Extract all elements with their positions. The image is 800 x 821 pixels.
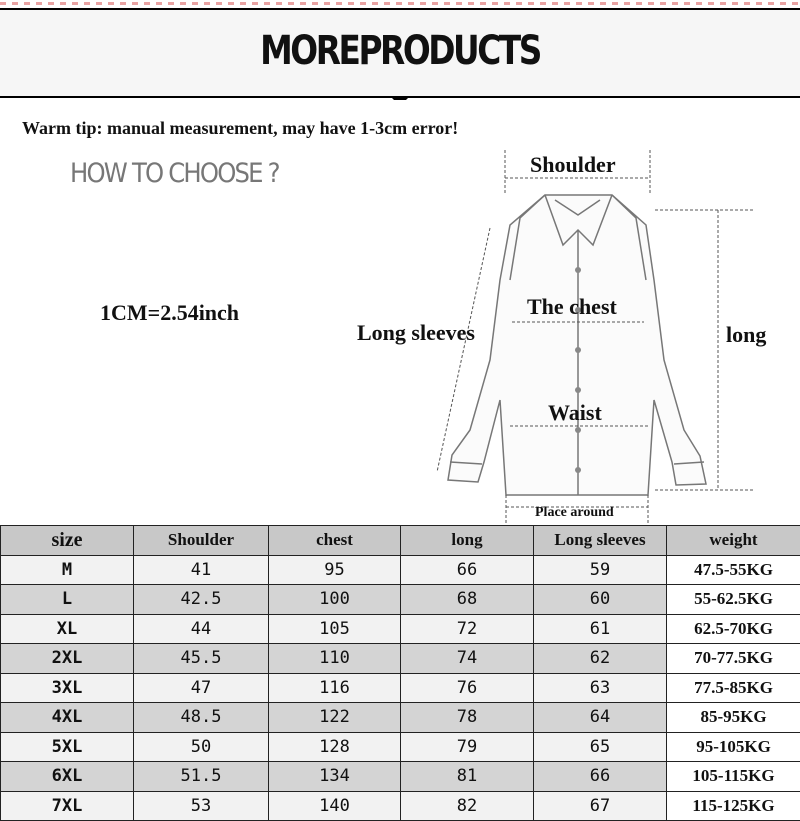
cell-weight: 62.5-70KG bbox=[667, 614, 800, 644]
cell-long-sleeves: 63 bbox=[534, 673, 667, 703]
cell-long-sleeves: 67 bbox=[534, 791, 667, 821]
table-row bbox=[1, 614, 800, 644]
cell-long: 72 bbox=[401, 614, 534, 644]
cell-long-sleeves: 66 bbox=[534, 762, 667, 792]
label-long: long bbox=[726, 322, 766, 348]
cell-long: 66 bbox=[401, 555, 534, 585]
cell-size: 4XL bbox=[1, 703, 134, 733]
cell-size: 2XL bbox=[1, 644, 134, 674]
cell-weight: 85-95KG bbox=[667, 703, 800, 733]
cell-weight: 47.5-55KG bbox=[667, 555, 800, 585]
cell-shoulder: 48.5 bbox=[134, 703, 269, 733]
banner-title: MOREPRODUCTS bbox=[72, 28, 728, 74]
cell-weight: 55-62.5KG bbox=[667, 585, 800, 615]
cell-shoulder: 53 bbox=[134, 791, 269, 821]
label-long-sleeves: Long sleeves bbox=[357, 320, 475, 346]
cell-size: 6XL bbox=[1, 762, 134, 792]
table-row bbox=[1, 791, 800, 821]
table-row bbox=[1, 585, 800, 615]
cell-size: 7XL bbox=[1, 791, 134, 821]
cell-size: M bbox=[1, 555, 134, 585]
table-row bbox=[1, 555, 800, 585]
header-chest: chest bbox=[269, 526, 401, 556]
cell-chest: 95 bbox=[269, 555, 401, 585]
cell-weight: 77.5-85KG bbox=[667, 673, 800, 703]
unit-conversion: 1CM=2.54inch bbox=[100, 300, 239, 326]
header-size: size bbox=[1, 526, 134, 556]
cell-shoulder: 44 bbox=[134, 614, 269, 644]
cell-chest: 110 bbox=[269, 644, 401, 674]
table-row bbox=[1, 644, 800, 674]
header-banner bbox=[0, 8, 800, 98]
measurement-info bbox=[0, 100, 800, 525]
cell-long-sleeves: 59 bbox=[534, 555, 667, 585]
cell-shoulder: 45.5 bbox=[134, 644, 269, 674]
header-long: long bbox=[401, 526, 534, 556]
header-shoulder: Shoulder bbox=[134, 526, 269, 556]
cell-long: 76 bbox=[401, 673, 534, 703]
cell-long-sleeves: 64 bbox=[534, 703, 667, 733]
table-row bbox=[1, 732, 800, 762]
shirt-outline bbox=[448, 195, 706, 495]
cell-long: 68 bbox=[401, 585, 534, 615]
cell-shoulder: 42.5 bbox=[134, 585, 269, 615]
cell-size: L bbox=[1, 585, 134, 615]
cell-long: 78 bbox=[401, 703, 534, 733]
table-row bbox=[1, 673, 800, 703]
cell-weight: 70-77.5KG bbox=[667, 644, 800, 674]
table-row bbox=[1, 703, 800, 733]
cell-chest: 134 bbox=[269, 762, 401, 792]
header-long-sleeves: Long sleeves bbox=[534, 526, 667, 556]
cell-long: 74 bbox=[401, 644, 534, 674]
table-row bbox=[1, 762, 800, 792]
size-chart-table bbox=[0, 525, 800, 821]
label-chest: The chest bbox=[527, 294, 617, 320]
cell-shoulder: 47 bbox=[134, 673, 269, 703]
cell-shoulder: 50 bbox=[134, 732, 269, 762]
cell-long: 82 bbox=[401, 791, 534, 821]
top-dashed-border bbox=[0, 0, 800, 6]
cell-chest: 122 bbox=[269, 703, 401, 733]
cell-long-sleeves: 65 bbox=[534, 732, 667, 762]
cell-shoulder: 51.5 bbox=[134, 762, 269, 792]
cell-size: XL bbox=[1, 614, 134, 644]
cell-weight: 105-115KG bbox=[667, 762, 800, 792]
label-waist: Waist bbox=[548, 400, 602, 426]
cell-size: 5XL bbox=[1, 732, 134, 762]
cell-shoulder: 41 bbox=[134, 555, 269, 585]
cell-long-sleeves: 62 bbox=[534, 644, 667, 674]
warm-tip: Warm tip: manual measurement, may have 1-3cm error! bbox=[22, 118, 458, 139]
shirt-diagram bbox=[0, 100, 800, 525]
cell-weight: 115-125KG bbox=[667, 791, 800, 821]
cell-long: 79 bbox=[401, 732, 534, 762]
cell-chest: 128 bbox=[269, 732, 401, 762]
header-weight: weight bbox=[667, 526, 800, 556]
cell-chest: 116 bbox=[269, 673, 401, 703]
cell-weight: 95-105KG bbox=[667, 732, 800, 762]
cell-long: 81 bbox=[401, 762, 534, 792]
cell-chest: 105 bbox=[269, 614, 401, 644]
label-place-around: Place around bbox=[535, 505, 614, 521]
cell-chest: 140 bbox=[269, 791, 401, 821]
table-header-row bbox=[1, 526, 800, 556]
how-to-choose-heading: HOW TO CHOOSE ? bbox=[70, 158, 279, 189]
cell-long-sleeves: 60 bbox=[534, 585, 667, 615]
cell-long-sleeves: 61 bbox=[534, 614, 667, 644]
cell-size: 3XL bbox=[1, 673, 134, 703]
cell-chest: 100 bbox=[269, 585, 401, 615]
label-shoulder: Shoulder bbox=[530, 152, 616, 178]
